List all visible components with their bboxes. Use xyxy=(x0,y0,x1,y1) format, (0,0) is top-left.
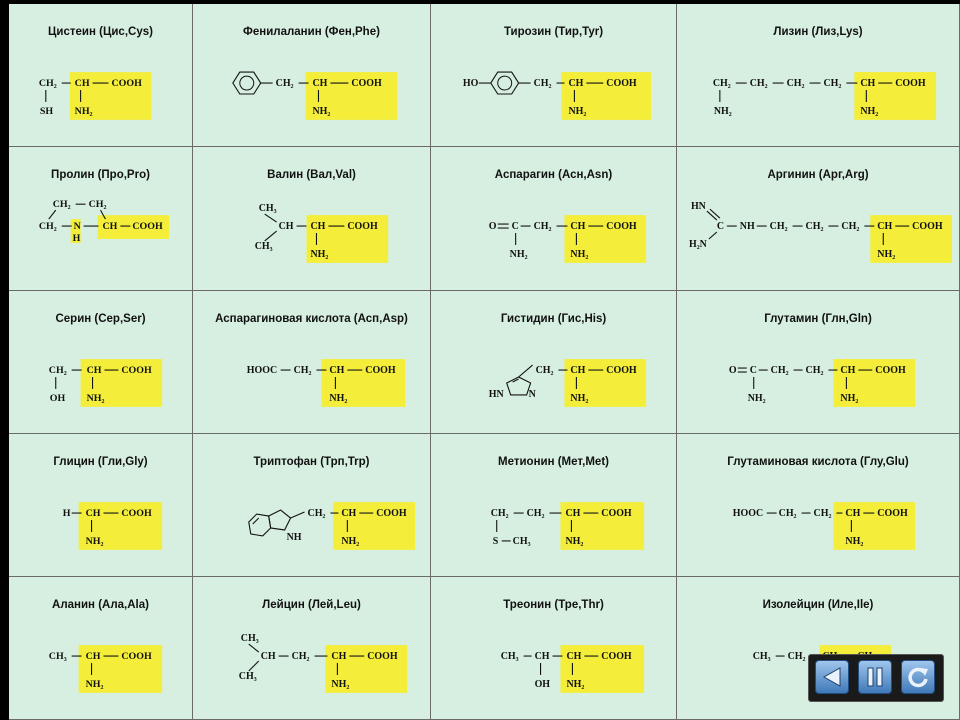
cell-glycine xyxy=(9,434,193,577)
formula-text: CH₂ xyxy=(48,365,67,377)
formula-text: NH₂ xyxy=(341,535,360,547)
amino-acid-name: Треонин (Тре,Thr) xyxy=(503,599,604,611)
prev-icon xyxy=(816,661,848,693)
formula-text: CH₂ xyxy=(275,78,294,90)
formula-text: NH₂ xyxy=(877,248,896,260)
previous-button[interactable] xyxy=(815,660,849,694)
formula-text: CH₂ xyxy=(526,508,545,520)
amino-acid-name: Лизин (Лиз,Lys) xyxy=(773,26,863,38)
amino-acid-name: Тирозин (Тир,Tyr) xyxy=(503,26,604,38)
structure-formula xyxy=(193,335,430,425)
formula-text: COOH xyxy=(875,365,906,377)
formula-text: O xyxy=(488,221,497,233)
formula-text: COOH xyxy=(111,78,142,90)
formula-text: CH xyxy=(566,651,582,663)
formula-text: CH₂ xyxy=(841,221,860,233)
formula-text: HOOC xyxy=(732,508,764,520)
structure-formula xyxy=(9,191,192,281)
formula-text: COOH xyxy=(895,78,926,90)
formula-text: CH₂ xyxy=(770,365,789,377)
formula-text: CH xyxy=(877,221,893,233)
formula-text: COOH xyxy=(912,221,943,233)
formula-text: CH₂ xyxy=(749,78,768,90)
formula-text: CH₂ xyxy=(778,508,797,520)
formula-text: CH xyxy=(102,221,118,233)
formula-text: CH₂ xyxy=(786,78,805,90)
formula-text: CH₂ xyxy=(533,78,552,90)
formula-text: CH₂ xyxy=(769,221,788,233)
amino-acid-name: Изолейцин (Иле,Ile) xyxy=(762,599,874,611)
formula-text: C xyxy=(511,221,519,233)
amino-acid-name: Пролин (Про,Pro) xyxy=(51,169,150,181)
structure-formula xyxy=(193,191,430,281)
formula-text: COOH xyxy=(347,221,378,233)
structure-formula xyxy=(9,48,192,138)
formula-text: NH xyxy=(286,531,302,543)
formula-text: COOH xyxy=(376,508,407,520)
formula-text: CH xyxy=(845,508,861,520)
structure-formula xyxy=(677,478,959,568)
formula-text: HO xyxy=(462,78,479,90)
slideshow-controls xyxy=(808,654,944,702)
formula-text: CH₂ xyxy=(533,221,552,233)
formula-text: HOOC xyxy=(246,365,278,377)
amino-acid-name: Аргинин (Арг,Arg) xyxy=(767,169,869,181)
formula-text: H₂N xyxy=(688,238,707,250)
formula-text: NH₂ xyxy=(570,392,589,404)
formula-text: COOH xyxy=(121,365,152,377)
formula-text: CH₂ xyxy=(805,221,824,233)
formula-text: NH₂ xyxy=(566,678,585,690)
structure-formula xyxy=(677,48,959,138)
formula-text: COOH xyxy=(606,78,637,90)
formula-text: CH₃ xyxy=(254,240,273,252)
formula-text: CH xyxy=(278,221,294,233)
formula-text: NH xyxy=(739,221,755,233)
cell-phenylalanine xyxy=(193,4,431,147)
formula-text: CH₂ xyxy=(291,651,310,663)
structure-formula xyxy=(431,48,676,138)
formula-text: COOH xyxy=(601,651,632,663)
formula-text: CH xyxy=(331,651,347,663)
structure-formula xyxy=(431,191,676,281)
cell-proline xyxy=(9,147,193,291)
cell-methionine xyxy=(431,434,677,577)
formula-text: NH₂ xyxy=(860,105,879,117)
structure-formula xyxy=(193,48,430,138)
cell-cysteine xyxy=(9,4,193,147)
pause-button[interactable] xyxy=(858,660,892,694)
structure-formula xyxy=(677,335,959,425)
cell-serine xyxy=(9,291,193,434)
formula-text: CH₂ xyxy=(787,651,806,663)
cell-alanine xyxy=(9,577,193,720)
amino-acid-name: Серин (Сер,Ser) xyxy=(55,313,146,325)
formula-text: OH xyxy=(49,392,66,404)
amino-acids-table xyxy=(9,4,960,720)
formula-text: CH₂ xyxy=(38,78,57,90)
formula-text: CH xyxy=(840,365,856,377)
formula-text: NH₂ xyxy=(845,535,864,547)
formula-text: CH₂ xyxy=(490,508,509,520)
replay-button[interactable] xyxy=(901,660,935,694)
structure-formula xyxy=(193,478,430,568)
formula-text: CH xyxy=(85,508,101,520)
amino-acid-name: Метионин (Мет,Met) xyxy=(498,456,609,468)
formula-text: CH xyxy=(260,651,276,663)
formula-text: CH xyxy=(570,221,586,233)
structure-formula xyxy=(9,478,192,568)
formula-text: CH xyxy=(310,221,326,233)
formula-text: CH₃ xyxy=(500,651,519,663)
formula-text: COOH xyxy=(121,508,152,520)
formula-text: SH xyxy=(39,105,54,117)
formula-text: CH₂ xyxy=(293,365,312,377)
formula-text: CH xyxy=(534,651,550,663)
formula-text: NH₂ xyxy=(329,392,348,404)
formula-text: CH xyxy=(565,508,581,520)
formula-text: COOH xyxy=(606,221,637,233)
formula-text: CH₃ xyxy=(48,651,67,663)
cell-arginine xyxy=(677,147,960,291)
formula-text: CH xyxy=(568,78,584,90)
formula-text: CH₃ xyxy=(258,203,277,215)
cell-aspartic-acid xyxy=(193,291,431,434)
cell-leucine xyxy=(193,577,431,720)
formula-text: CH₃ xyxy=(238,670,257,682)
formula-text: NH₂ xyxy=(310,248,329,260)
formula-text: NH₂ xyxy=(570,248,589,260)
formula-text: H xyxy=(62,508,71,520)
formula-text: NH₂ xyxy=(747,392,766,404)
formula-text: NH₂ xyxy=(312,105,331,117)
amino-acid-name: Аспарагиновая кислота (Асп,Asp) xyxy=(215,313,408,325)
cell-tyrosine xyxy=(431,4,677,147)
formula-text: CH xyxy=(570,365,586,377)
formula-text: CH xyxy=(85,651,101,663)
cell-glutamine xyxy=(677,291,960,434)
formula-text: COOH xyxy=(351,78,382,90)
formula-text: NH₂ xyxy=(86,392,105,404)
formula-text: NH₂ xyxy=(568,105,587,117)
formula-text: CH xyxy=(329,365,345,377)
amino-acid-name: Гистидин (Гис,His) xyxy=(500,313,607,325)
amino-acid-name: Цистеин (Цис,Cys) xyxy=(48,26,153,38)
formula-text: COOH xyxy=(121,651,152,663)
structure-formula xyxy=(431,478,676,568)
formula-text: NH₂ xyxy=(85,678,104,690)
amino-acid-name: Аспарагин (Асн,Asn) xyxy=(494,169,613,181)
formula-text: N xyxy=(528,388,536,400)
formula-text: CH₃ xyxy=(512,535,531,547)
structure-formula xyxy=(431,621,676,711)
formula-text: CH xyxy=(341,508,357,520)
formula-text: COOH xyxy=(606,365,637,377)
formula-text: CH₃ xyxy=(752,651,771,663)
amino-acid-name: Триптофан (Трп,Trp) xyxy=(253,456,370,468)
formula-text: CH₂ xyxy=(805,365,824,377)
cell-threonine xyxy=(431,577,677,720)
formula-text: N xyxy=(73,221,81,233)
formula-text: CH₂ xyxy=(823,78,842,90)
amino-acid-name: Лейцин (Лей,Leu) xyxy=(262,599,361,611)
formula-text: OH xyxy=(534,678,551,690)
replay-icon xyxy=(902,661,934,693)
formula-text: CH₂ xyxy=(712,78,731,90)
amino-acid-name: Глутаминовая кислота (Глу,Glu) xyxy=(727,456,909,468)
formula-text: NH₂ xyxy=(565,535,584,547)
formula-text: O xyxy=(728,365,737,377)
formula-text: HN xyxy=(690,201,706,213)
formula-text: NH₂ xyxy=(331,678,350,690)
amino-acid-name: Валин (Вал,Val) xyxy=(267,169,356,181)
formula-text: C xyxy=(749,365,757,377)
formula-text: HN xyxy=(488,388,504,400)
formula-text: CH xyxy=(86,365,102,377)
formula-text: C xyxy=(716,221,725,233)
formula-text: CH xyxy=(860,78,876,90)
formula-text: S xyxy=(492,535,499,547)
structure-formula xyxy=(677,191,959,281)
amino-acid-name: Аланин (Ала,Ala) xyxy=(52,599,149,611)
formula-text: NH₂ xyxy=(509,248,528,260)
formula-text: CH₂ xyxy=(52,199,71,211)
formula-text: CH xyxy=(312,78,328,90)
amino-acid-name: Глицин (Гли,Gly) xyxy=(53,456,148,468)
formula-text: COOH xyxy=(601,508,632,520)
formula-text: NH₂ xyxy=(840,392,859,404)
cell-glutamic-acid xyxy=(677,434,960,577)
cell-valine xyxy=(193,147,431,291)
amino-acid-name: Глутамин (Глн,Gln) xyxy=(764,313,872,325)
pause-icon xyxy=(859,661,891,693)
formula-text: H xyxy=(72,232,81,244)
formula-text: COOH xyxy=(367,651,398,663)
amino-acid-name: Фенилаланин (Фен,Phe) xyxy=(243,26,380,38)
formula-text: CH₂ xyxy=(88,199,107,211)
structure-formula xyxy=(193,621,430,711)
formula-text: CH₂ xyxy=(38,221,57,233)
structure-formula xyxy=(9,621,192,711)
cell-tryptophan xyxy=(193,434,431,577)
formula-text: CH₂ xyxy=(307,508,326,520)
formula-text: CH xyxy=(74,78,90,90)
formula-text: CH₂ xyxy=(813,508,832,520)
formula-text: NH₂ xyxy=(85,535,104,547)
formula-text: COOH xyxy=(877,508,908,520)
formula-text: CH₂ xyxy=(535,365,554,377)
formula-text: NH₂ xyxy=(713,105,732,117)
formula-text: NH₂ xyxy=(74,105,93,117)
cell-asparagine xyxy=(431,147,677,291)
structure-formula xyxy=(9,335,192,425)
formula-text: COOH xyxy=(132,221,163,233)
formula-text: CH₃ xyxy=(240,633,259,645)
cell-lysine xyxy=(677,4,960,147)
formula-text: COOH xyxy=(365,365,396,377)
cell-histidine xyxy=(431,291,677,434)
structure-formula xyxy=(431,335,676,425)
